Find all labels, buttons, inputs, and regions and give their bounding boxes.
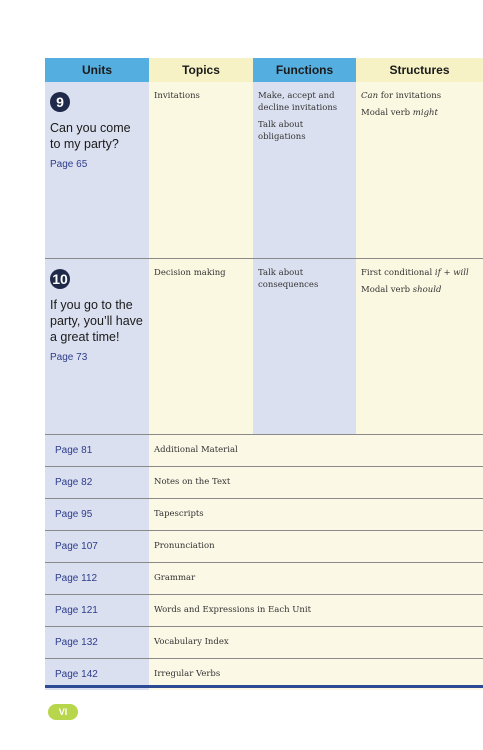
list-item-page: Page 82: [45, 467, 149, 498]
list-item-title: Irregular Verbs: [154, 669, 221, 679]
bottom-rule: [45, 685, 483, 688]
unit-number-badge: 10: [50, 269, 70, 289]
list-item[interactable]: [45, 595, 483, 627]
list-item-title: Notes on the Text: [154, 477, 231, 487]
structure-italic: should: [412, 285, 442, 295]
unit-row-9: [45, 82, 483, 259]
topic-text: Invitations: [154, 91, 200, 101]
list-item[interactable]: [45, 563, 483, 595]
list-item-page: Page 107: [45, 531, 149, 562]
list-item-title: Vocabulary Index: [154, 637, 229, 647]
list-item-page: Page 142: [45, 659, 149, 690]
structure-plain: First conditional: [361, 268, 435, 278]
unit-title: Can you come to my party?: [50, 121, 131, 151]
list-item-page: Page 95: [45, 499, 149, 530]
topic-text: Decision making: [154, 268, 226, 278]
topic-cell: [149, 82, 253, 258]
structure-italic: might: [412, 108, 438, 118]
structure-text: [361, 267, 478, 279]
functions-cell: [253, 259, 356, 434]
unit-row-10: [45, 259, 483, 435]
structure-plain: for invitations: [378, 91, 442, 101]
functions-cell: [253, 82, 356, 258]
structure-plain: Modal verb: [361, 108, 413, 118]
structure-text: [361, 107, 478, 119]
structure-italic: Can: [361, 91, 379, 101]
list-item[interactable]: [45, 435, 483, 467]
unit-page[interactable]: Page 65: [50, 159, 88, 170]
unit-number-badge: 9: [50, 92, 70, 112]
list-item-page: Page 121: [45, 595, 149, 626]
list-item[interactable]: [45, 499, 483, 531]
list-item-title: Tapescripts: [154, 509, 204, 519]
function-text: Talk about obligations: [258, 120, 306, 142]
unit-title: If you go to the party, you’ll have a great time!: [50, 298, 143, 344]
header-topics: Topics: [149, 58, 253, 82]
structure-text: [361, 90, 478, 102]
structure-text: [361, 284, 478, 296]
list-item-page: Page 132: [45, 627, 149, 658]
topic-cell: [149, 259, 253, 434]
list-item-title: Words and Expressions in Each Unit: [154, 605, 312, 615]
list-item-title: Pronunciation: [154, 541, 215, 551]
header-functions: Functions: [253, 58, 356, 82]
unit-cell: [45, 82, 149, 258]
structures-cell: [356, 259, 483, 434]
list-item-page: Page 112: [45, 563, 149, 594]
unit-page[interactable]: Page 73: [50, 352, 88, 363]
function-text: Make, accept and decline invitations: [258, 91, 338, 113]
unit-cell: [45, 259, 149, 434]
list-item[interactable]: [45, 531, 483, 563]
header-structures: Structures: [356, 58, 483, 82]
contents-table: [45, 58, 483, 690]
header-units: Units: [45, 58, 149, 82]
list-item-title: Additional Material: [154, 445, 238, 455]
list-item-page: Page 81: [45, 435, 149, 466]
structures-cell: [356, 82, 483, 258]
list-item[interactable]: [45, 627, 483, 659]
structure-italic: if + will: [434, 268, 469, 278]
structure-plain: Modal verb: [361, 285, 413, 295]
page-number-badge: VI: [48, 704, 78, 720]
table-header: [45, 58, 483, 82]
list-item[interactable]: [45, 467, 483, 499]
function-text: Talk about consequences: [258, 268, 319, 290]
list-item-title: Grammar: [154, 573, 196, 583]
